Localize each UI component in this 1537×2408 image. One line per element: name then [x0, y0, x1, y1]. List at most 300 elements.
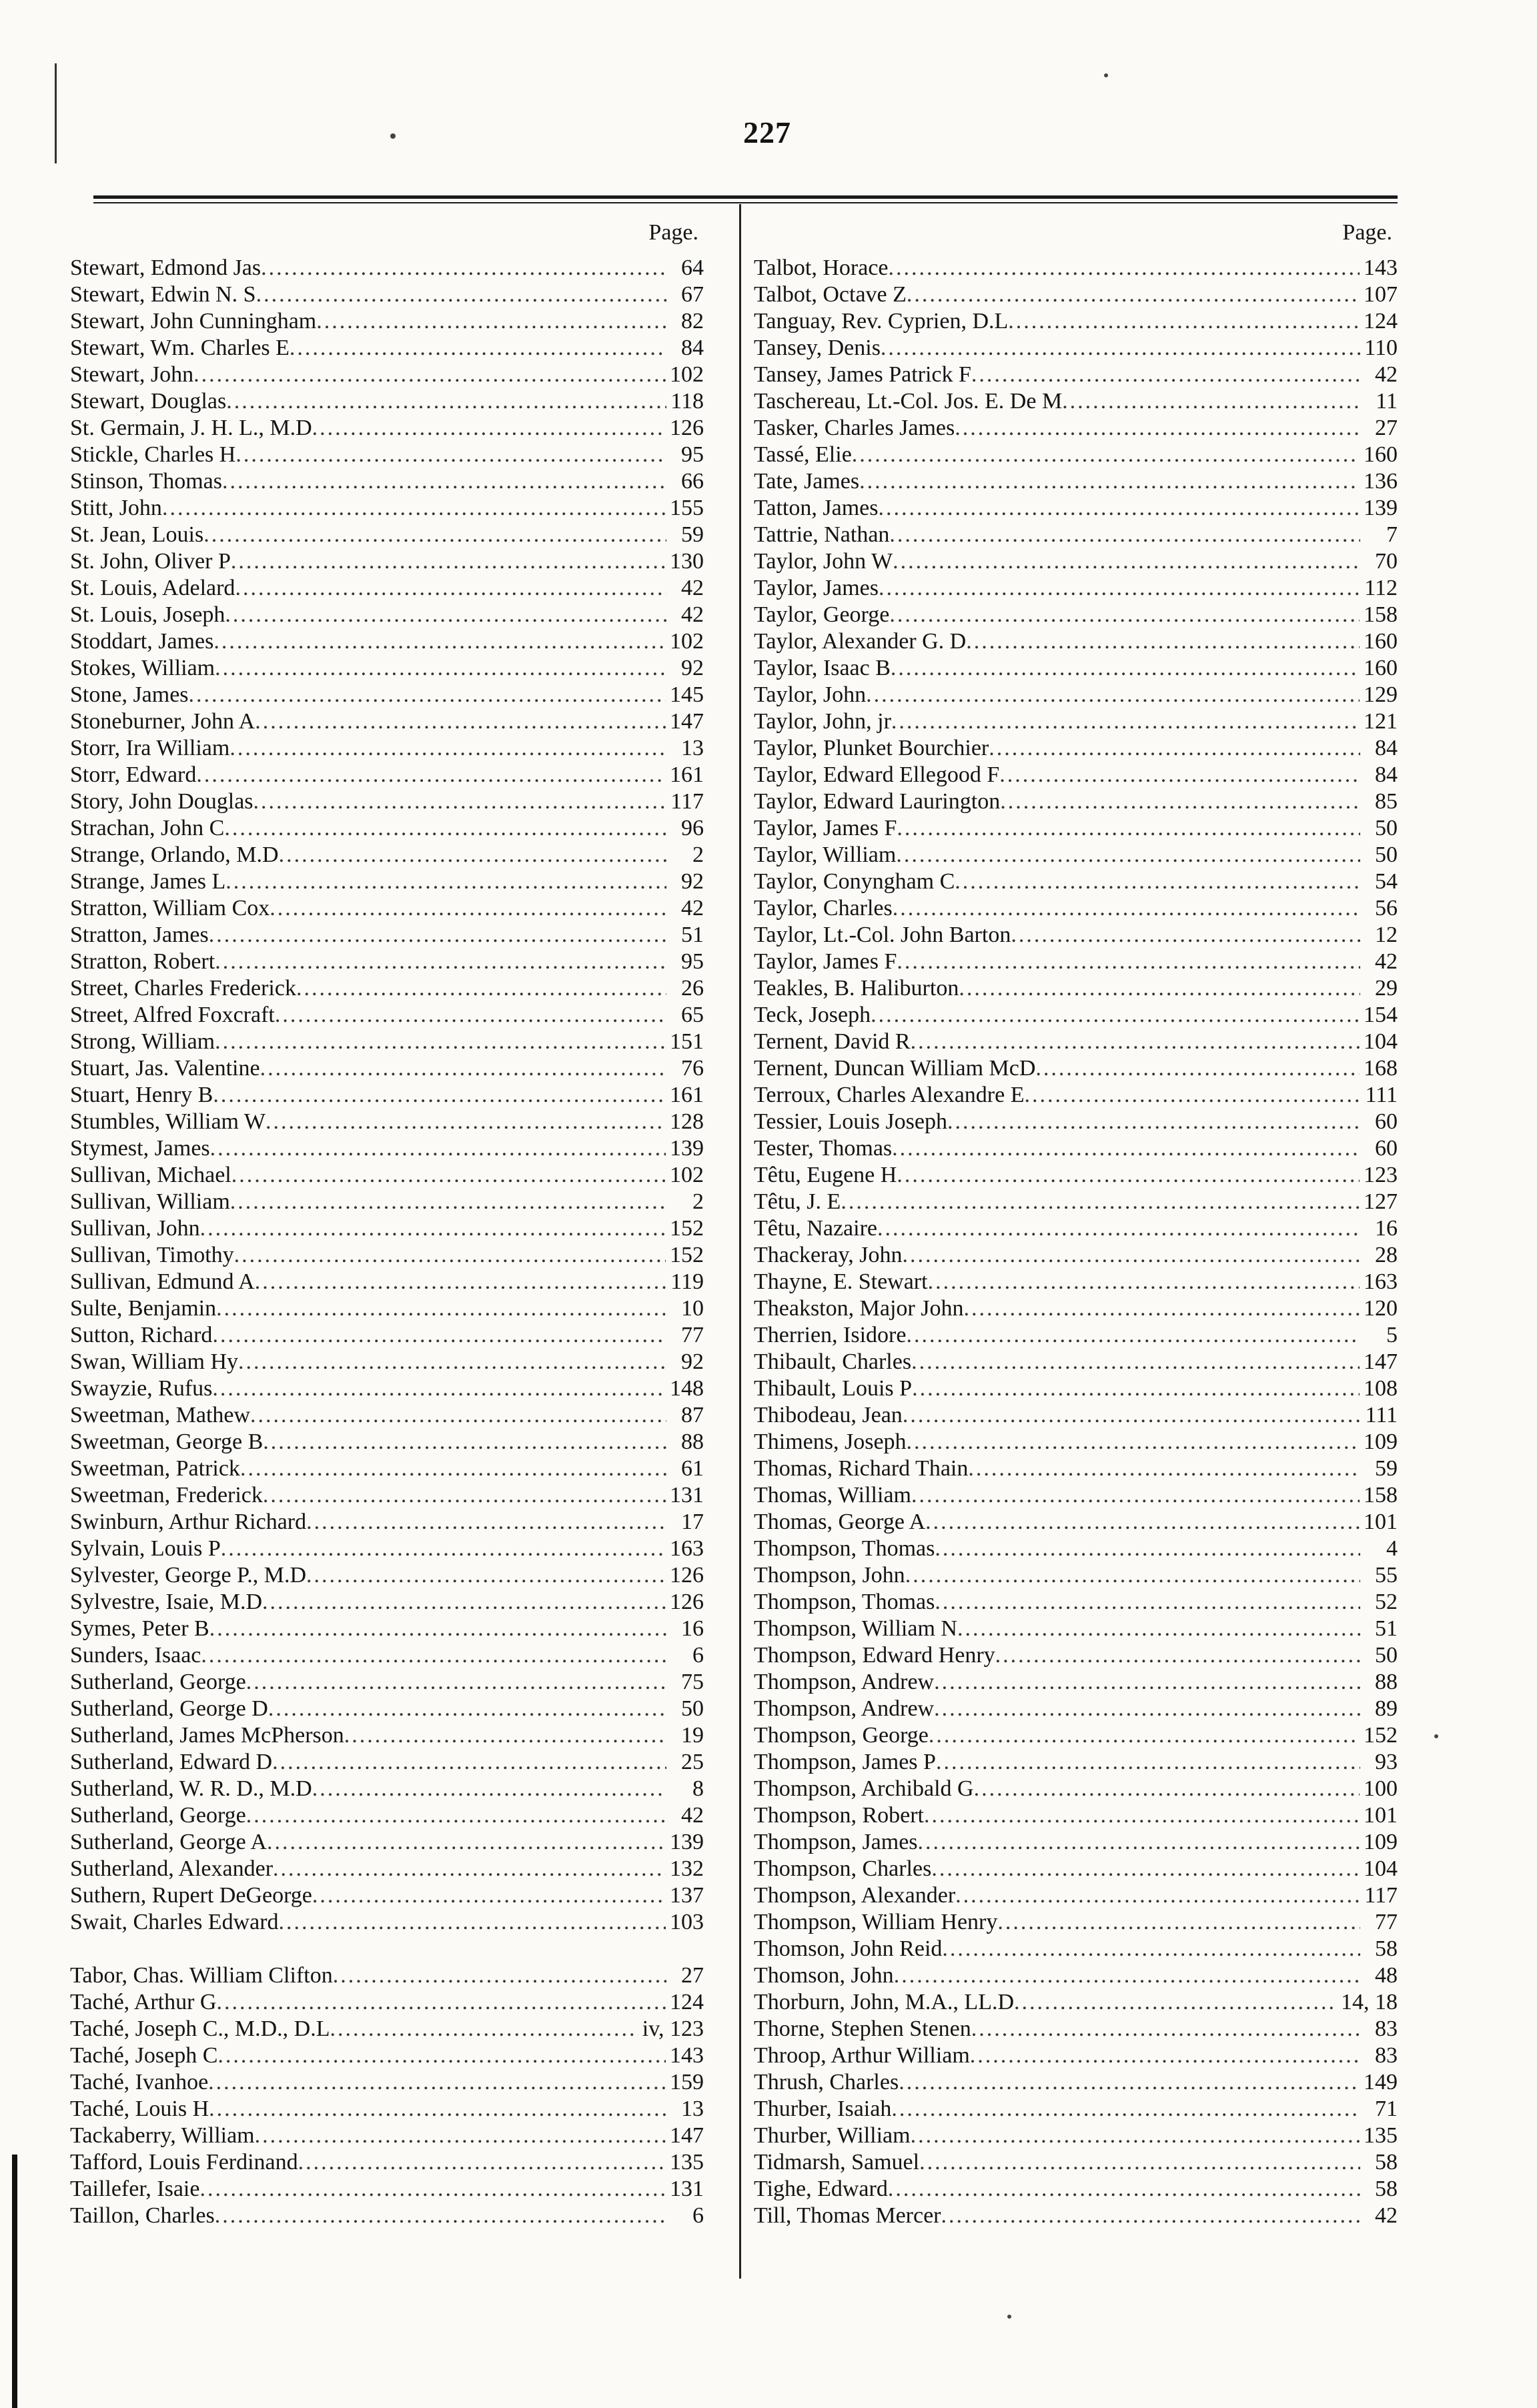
entry-page: 42 [681, 602, 704, 627]
entry-name: Sweetman, Patrick [70, 1456, 240, 1481]
entry-name: Talbot, Horace [754, 255, 889, 280]
index-entry [754, 655, 1398, 682]
entry-name: Sullivan, Edmund A [70, 1269, 255, 1294]
entry-name: Sutherland, George [70, 1670, 246, 1694]
entry-name: Stoddart, James [70, 629, 214, 654]
entry-name: Thomas, George A [754, 1510, 926, 1534]
entry-page: 8 [692, 1776, 704, 1801]
entry-name: Thompson, James P [754, 1750, 936, 1774]
index-entry [70, 1109, 704, 1135]
entry-page: 158 [1364, 602, 1398, 627]
index-entry [754, 1802, 1398, 1829]
entry-page: 135 [1364, 2123, 1398, 2148]
entry-page: 5 [1386, 1323, 1398, 1347]
entry-name: Taylor, John W [754, 549, 893, 574]
index-entry [754, 682, 1398, 708]
entry-name: Sweetman, Mathew [70, 1403, 251, 1427]
entry-page: 16 [681, 1616, 704, 1641]
index-entry [754, 362, 1398, 388]
entry-name: Stuart, Jas. Valentine [70, 1056, 260, 1081]
dot-leader [261, 255, 666, 281]
index-entry [754, 788, 1398, 815]
entry-name: Tasker, Charles James [754, 416, 955, 440]
index-entry [754, 1696, 1398, 1722]
entry-name: Tessier, Louis Joseph [754, 1109, 947, 1134]
index-entry [754, 1616, 1398, 1642]
dot-leader [255, 708, 666, 735]
dot-leader [266, 1109, 666, 1135]
entry-name: Stinson, Thomas [70, 469, 222, 494]
entry-page: 154 [1364, 1003, 1398, 1027]
entry-page: 161 [670, 762, 704, 787]
entry-name: Sullivan, John [70, 1216, 200, 1241]
dot-leader [215, 655, 666, 682]
entry-page: 161 [670, 1083, 704, 1107]
index-entry [70, 2016, 704, 2042]
dot-leader [957, 1616, 1360, 1642]
entry-name: Têtu, J. E [754, 1189, 841, 1214]
entry-page: 132 [670, 1856, 704, 1881]
entry-page: 13 [681, 736, 704, 760]
dot-leader [255, 1269, 666, 1295]
dot-leader [911, 2123, 1360, 2149]
entry-name: Swan, William Hy [70, 1349, 239, 1374]
dot-leader [968, 1455, 1360, 1482]
index-entry [70, 868, 704, 895]
dot-leader [298, 2149, 666, 2176]
entry-name: Till, Thomas Mercer [754, 2203, 941, 2228]
entry-name: Thompson, Charles [754, 1856, 932, 1881]
dot-leader [234, 1242, 666, 1269]
entry-page: 148 [670, 1376, 704, 1401]
entry-page: 124 [1364, 309, 1398, 334]
dot-leader [1000, 788, 1360, 815]
dot-leader [231, 548, 666, 575]
entry-page: 93 [1375, 1750, 1398, 1774]
dot-leader [879, 575, 1360, 602]
entry-page: 92 [681, 656, 704, 680]
index-entry [70, 1962, 704, 1989]
index-entry [70, 1562, 704, 1589]
entry-page: 109 [1364, 1429, 1398, 1454]
index-entry [70, 468, 704, 495]
entry-name: Thurber, Isaiah [754, 2096, 892, 2121]
index-entry [70, 895, 704, 922]
entry-name: Strachan, John C [70, 816, 225, 840]
index-entry [754, 308, 1398, 335]
entry-page: 101 [1364, 1510, 1398, 1534]
dot-leader [260, 1055, 666, 1082]
entry-page: 61 [681, 1456, 704, 1481]
entry-name: Thibodeau, Jean [754, 1403, 903, 1427]
dot-leader [213, 628, 666, 655]
entry-name: Symes, Peter B [70, 1616, 209, 1641]
entry-name: Taschereau, Lt.-Col. Jos. E. De M [754, 389, 1063, 414]
index-entry [754, 975, 1398, 1002]
entry-page: 17 [681, 1510, 704, 1534]
dot-leader [919, 2149, 1360, 2176]
entry-name: Tighe, Edward [754, 2177, 888, 2201]
entry-page: 16 [1375, 1216, 1398, 1241]
entry-name: Sweetman, George B [70, 1429, 264, 1454]
index-entry [754, 2123, 1398, 2149]
index-entry [70, 1322, 704, 1349]
dot-leader [970, 2042, 1360, 2069]
dot-leader [955, 868, 1360, 895]
column-header: Page. [648, 220, 698, 245]
entry-name: Sulte, Benjamin [70, 1296, 217, 1321]
dot-leader [878, 495, 1360, 522]
entry-name: Thompson, George [754, 1723, 929, 1748]
entry-page: 163 [670, 1536, 704, 1561]
index-entry [70, 2123, 704, 2149]
dot-leader [222, 468, 666, 495]
dot-leader [942, 1936, 1360, 1962]
entry-page: 55 [1375, 1563, 1398, 1588]
entry-page: 159 [670, 2070, 704, 2094]
entry-name: Tansey, James Patrick F [754, 362, 971, 387]
entry-name: Stratton, James [70, 923, 209, 947]
entry-page: 13 [681, 2096, 704, 2121]
dot-leader [246, 1802, 666, 1829]
entry-name: Street, Charles Frederick [70, 976, 296, 1001]
entry-name: Stitt, John [70, 496, 162, 520]
dot-leader [217, 1989, 666, 2016]
entry-page: 58 [1375, 2177, 1398, 2201]
entry-page: 95 [681, 442, 704, 467]
index-entry [70, 1989, 704, 2016]
dot-leader [255, 2123, 666, 2149]
entry-name: Stumbles, William W [70, 1109, 266, 1134]
right-column [754, 220, 1398, 2281]
dot-leader [279, 842, 666, 868]
index-entry [70, 1776, 704, 1802]
column-divider [739, 204, 741, 2279]
dot-leader [966, 628, 1360, 655]
entry-name: Sutherland, George [70, 1803, 246, 1828]
entry-page: 71 [1375, 2096, 1398, 2121]
entry-name: Thayne, E. Stewart [754, 1269, 928, 1294]
dot-leader [911, 1482, 1360, 1509]
entry-name: Sullivan, Timothy [70, 1243, 234, 1267]
entry-page: 84 [1375, 762, 1398, 787]
entry-name: Sylvestre, Isaie, M.D [70, 1590, 263, 1614]
entry-page: 149 [1364, 2070, 1398, 2094]
entry-page: 50 [1375, 842, 1398, 867]
dot-leader [896, 842, 1360, 868]
dot-leader [216, 1295, 666, 1322]
entry-name: Tidmarsh, Samuel [754, 2150, 920, 2175]
dot-leader [877, 1215, 1360, 1242]
dot-leader [272, 1749, 666, 1776]
dot-leader [203, 522, 666, 548]
entry-page: 126 [670, 416, 704, 440]
entry-page: 104 [1364, 1029, 1398, 1054]
entry-page: 127 [1364, 1189, 1398, 1214]
entry-name: Taylor, James F [754, 949, 897, 974]
entry-page: 83 [1375, 2043, 1398, 2068]
dot-leader [936, 1749, 1360, 1776]
index-entry [70, 1162, 704, 1189]
dot-leader [907, 1429, 1360, 1455]
entry-name: Sullivan, Michael [70, 1163, 231, 1187]
entry-page: 67 [681, 282, 704, 307]
index-entry [754, 2096, 1398, 2123]
dot-leader [225, 868, 666, 895]
index-entry [754, 1402, 1398, 1429]
dot-leader [902, 1242, 1360, 1269]
entry-name: Street, Alfred Foxcraft [70, 1003, 275, 1027]
entry-name: Stratton, Robert [70, 949, 215, 974]
entry-page: 158 [1364, 1483, 1398, 1508]
entry-name: Ternent, Duncan William McD [754, 1056, 1036, 1081]
entry-name: Storr, Edward [70, 762, 197, 787]
entry-page: 25 [681, 1750, 704, 1774]
index-entry [754, 335, 1398, 362]
index-entry [754, 895, 1398, 922]
entry-name: Sutherland, W. R. D., M.D [70, 1776, 312, 1801]
entry-name: Sutherland, George A [70, 1830, 267, 1854]
entry-name: Tackaberry, William [70, 2123, 255, 2148]
entry-page: 75 [681, 1670, 704, 1694]
dot-leader [224, 815, 666, 842]
entry-page: 27 [1375, 416, 1398, 440]
entry-name: Tatton, James [754, 496, 879, 520]
index-entry [754, 495, 1398, 522]
index-entry [70, 788, 704, 815]
entry-page: 59 [1375, 1456, 1398, 1481]
entry-page: 100 [1364, 1776, 1398, 1801]
entry-page: 28 [1375, 1243, 1398, 1267]
index-entry [754, 2149, 1398, 2176]
entry-name: Ternent, David R [754, 1029, 911, 1054]
entry-name: Tansey, Denis [754, 336, 881, 360]
index-entry [754, 735, 1398, 762]
entry-name: Teck, Joseph [754, 1003, 871, 1027]
index-entry [754, 1509, 1398, 1536]
index-entry [70, 2042, 704, 2069]
entry-name: Strong, William [70, 1029, 215, 1054]
entry-name: Sylvain, Louis P [70, 1536, 221, 1561]
dot-leader [894, 1962, 1360, 1989]
entry-name: Thompson, John [754, 1563, 905, 1588]
index-entry [70, 362, 704, 388]
entry-name: Suthern, Rupert DeGeorge [70, 1883, 312, 1908]
index-entry [754, 468, 1398, 495]
entry-name: Sweetman, Frederick [70, 1483, 263, 1508]
index-entry [754, 1455, 1398, 1482]
entry-name: Têtu, Nazaire [754, 1216, 877, 1241]
entry-page: 52 [1375, 1590, 1398, 1614]
index-entry [70, 735, 704, 762]
section-gap [70, 1936, 704, 1962]
entry-name: St. Germain, J. H. L., M.D [70, 416, 312, 440]
entry-page: 139 [670, 1830, 704, 1854]
dot-leader [995, 1642, 1360, 1669]
entry-page: 48 [1375, 1963, 1398, 1988]
index-entry [754, 1349, 1398, 1375]
entry-page: 42 [681, 576, 704, 600]
dot-leader [935, 1589, 1360, 1616]
index-entry [754, 602, 1398, 628]
entry-page: 121 [1364, 709, 1398, 734]
entry-name: Taylor, John, jr [754, 709, 891, 734]
index-entry [70, 281, 704, 308]
index-entry [70, 2203, 704, 2229]
dot-leader [189, 682, 666, 708]
dot-leader [253, 788, 666, 815]
dot-leader [221, 1536, 666, 1562]
dot-leader [200, 1215, 666, 1242]
entry-name: Taylor, Edward Ellegood F [754, 762, 1000, 787]
dot-leader [891, 2096, 1360, 2123]
margin-mark [12, 2155, 17, 2408]
dot-leader [971, 2016, 1360, 2042]
dot-leader [906, 1322, 1360, 1349]
entry-page: 84 [681, 336, 704, 360]
entry-name: Têtu, Eugene H [754, 1163, 897, 1187]
entry-page: 110 [1364, 336, 1398, 360]
index-entry [754, 628, 1398, 655]
entry-name: Thrush, Charles [754, 2070, 899, 2094]
entry-page: 56 [1375, 896, 1398, 921]
dot-leader [866, 682, 1360, 708]
entry-page: 107 [1364, 282, 1398, 307]
dot-leader [971, 362, 1360, 388]
entry-page: 145 [670, 682, 704, 707]
entry-page: 168 [1364, 1056, 1398, 1081]
entry-page: 77 [681, 1323, 704, 1347]
dot-leader [935, 1536, 1360, 1562]
index-entry [754, 1029, 1398, 1055]
index-entry [754, 1482, 1398, 1509]
entry-page: 27 [681, 1963, 704, 1988]
entry-name: Stokes, William [70, 656, 215, 680]
dot-leader [931, 1856, 1360, 1882]
entry-page: 58 [1375, 1936, 1398, 1961]
dot-leader [963, 1295, 1360, 1322]
entry-name: Thomson, John Reid [754, 1936, 943, 1961]
entry-name: Taché, Louis H [70, 2096, 209, 2121]
dot-leader [215, 2203, 666, 2229]
index-entry [70, 682, 704, 708]
dot-leader [262, 1589, 666, 1616]
entry-name: Thompson, William Henry [754, 1910, 998, 1934]
dot-leader [240, 1455, 666, 1482]
entry-name: Stewart, Wm. Charles E [70, 336, 290, 360]
entry-page: 87 [681, 1403, 704, 1427]
entry-list [70, 255, 704, 2229]
entry-page: 108 [1364, 1376, 1398, 1401]
index-entry [754, 1882, 1398, 1909]
entry-page: 65 [681, 1003, 704, 1027]
entry-name: Talbot, Octave Z [754, 282, 907, 307]
entry-name: Taylor, James F [754, 816, 897, 840]
entry-page: 92 [681, 1349, 704, 1374]
index-entry [70, 1642, 704, 1669]
entry-page: 95 [681, 949, 704, 974]
dot-leader [215, 1029, 666, 1055]
index-entry [754, 388, 1398, 415]
entry-name: Thompson, William N [754, 1616, 957, 1641]
dot-leader [246, 1669, 666, 1696]
index-entry [70, 655, 704, 682]
dot-leader [270, 895, 666, 922]
entry-name: Taillefer, Isaie [70, 2177, 200, 2201]
index-entry [754, 415, 1398, 442]
entry-name: Sunders, Isaac [70, 1643, 201, 1668]
index-entry [754, 1936, 1398, 1962]
left-column [70, 220, 704, 2281]
entry-page: 123 [1364, 1163, 1398, 1187]
entry-page: 77 [1375, 1910, 1398, 1934]
scan-speck [1007, 2315, 1011, 2319]
index-entry [754, 1215, 1398, 1242]
index-entry [70, 575, 704, 602]
dot-leader [210, 1135, 666, 1162]
entry-name: Thorne, Stephen Stenen [754, 2016, 971, 2041]
entry-page: 88 [681, 1429, 704, 1454]
dot-leader [316, 308, 666, 335]
index-entry [754, 868, 1398, 895]
dot-leader [193, 362, 666, 388]
index-entry [70, 1856, 704, 1882]
dot-leader [1024, 1082, 1360, 1109]
entry-page: 128 [670, 1109, 704, 1134]
entry-name: Swinburn, Arthur Richard [70, 1510, 307, 1534]
entry-name: Taché, Joseph C., M.D., D.L [70, 2016, 330, 2041]
dot-leader [226, 388, 666, 415]
entry-page: 42 [1375, 949, 1398, 974]
dot-leader [225, 602, 666, 628]
entry-page: 60 [1375, 1109, 1398, 1134]
entry-page: 42 [1375, 362, 1398, 387]
entry-name: Taylor, Plunket Bourchier [754, 736, 989, 760]
entry-name: Thompson, Edward Henry [754, 1643, 995, 1668]
index-entry [70, 415, 704, 442]
index-entry [754, 255, 1398, 281]
entry-page: 83 [1375, 2016, 1398, 2041]
entry-page: 51 [1375, 1616, 1398, 1641]
index-entry [754, 1242, 1398, 1269]
dot-leader [997, 1909, 1360, 1936]
entry-page: 119 [670, 1269, 704, 1294]
entry-name: Swait, Charles Edward [70, 1910, 279, 1934]
index-entry [70, 1242, 704, 1269]
entry-page: 131 [670, 2177, 704, 2201]
dot-leader [899, 2069, 1360, 2096]
entry-page: 160 [1364, 442, 1398, 467]
entry-name: Sutton, Richard [70, 1323, 213, 1347]
page-number: 227 [743, 115, 791, 149]
dot-leader [941, 2203, 1360, 2229]
dot-leader [852, 442, 1360, 468]
entry-name: Tanguay, Rev. Cyprien, D.L [754, 309, 1009, 334]
entry-page: 102 [670, 629, 704, 654]
entry-page: 163 [1364, 1269, 1398, 1294]
entry-name: Taylor, William [754, 842, 897, 867]
entry-page: 96 [681, 816, 704, 840]
index-entry [70, 1055, 704, 1082]
dot-leader [231, 1162, 666, 1189]
dot-leader [999, 762, 1360, 788]
index-entry [754, 1642, 1398, 1669]
dot-leader [312, 415, 666, 442]
index-entry [754, 1589, 1398, 1616]
entry-name: Taylor, Alexander G. D [754, 629, 967, 654]
entry-name: Sullivan, William [70, 1189, 230, 1214]
entry-page: 160 [1364, 629, 1398, 654]
